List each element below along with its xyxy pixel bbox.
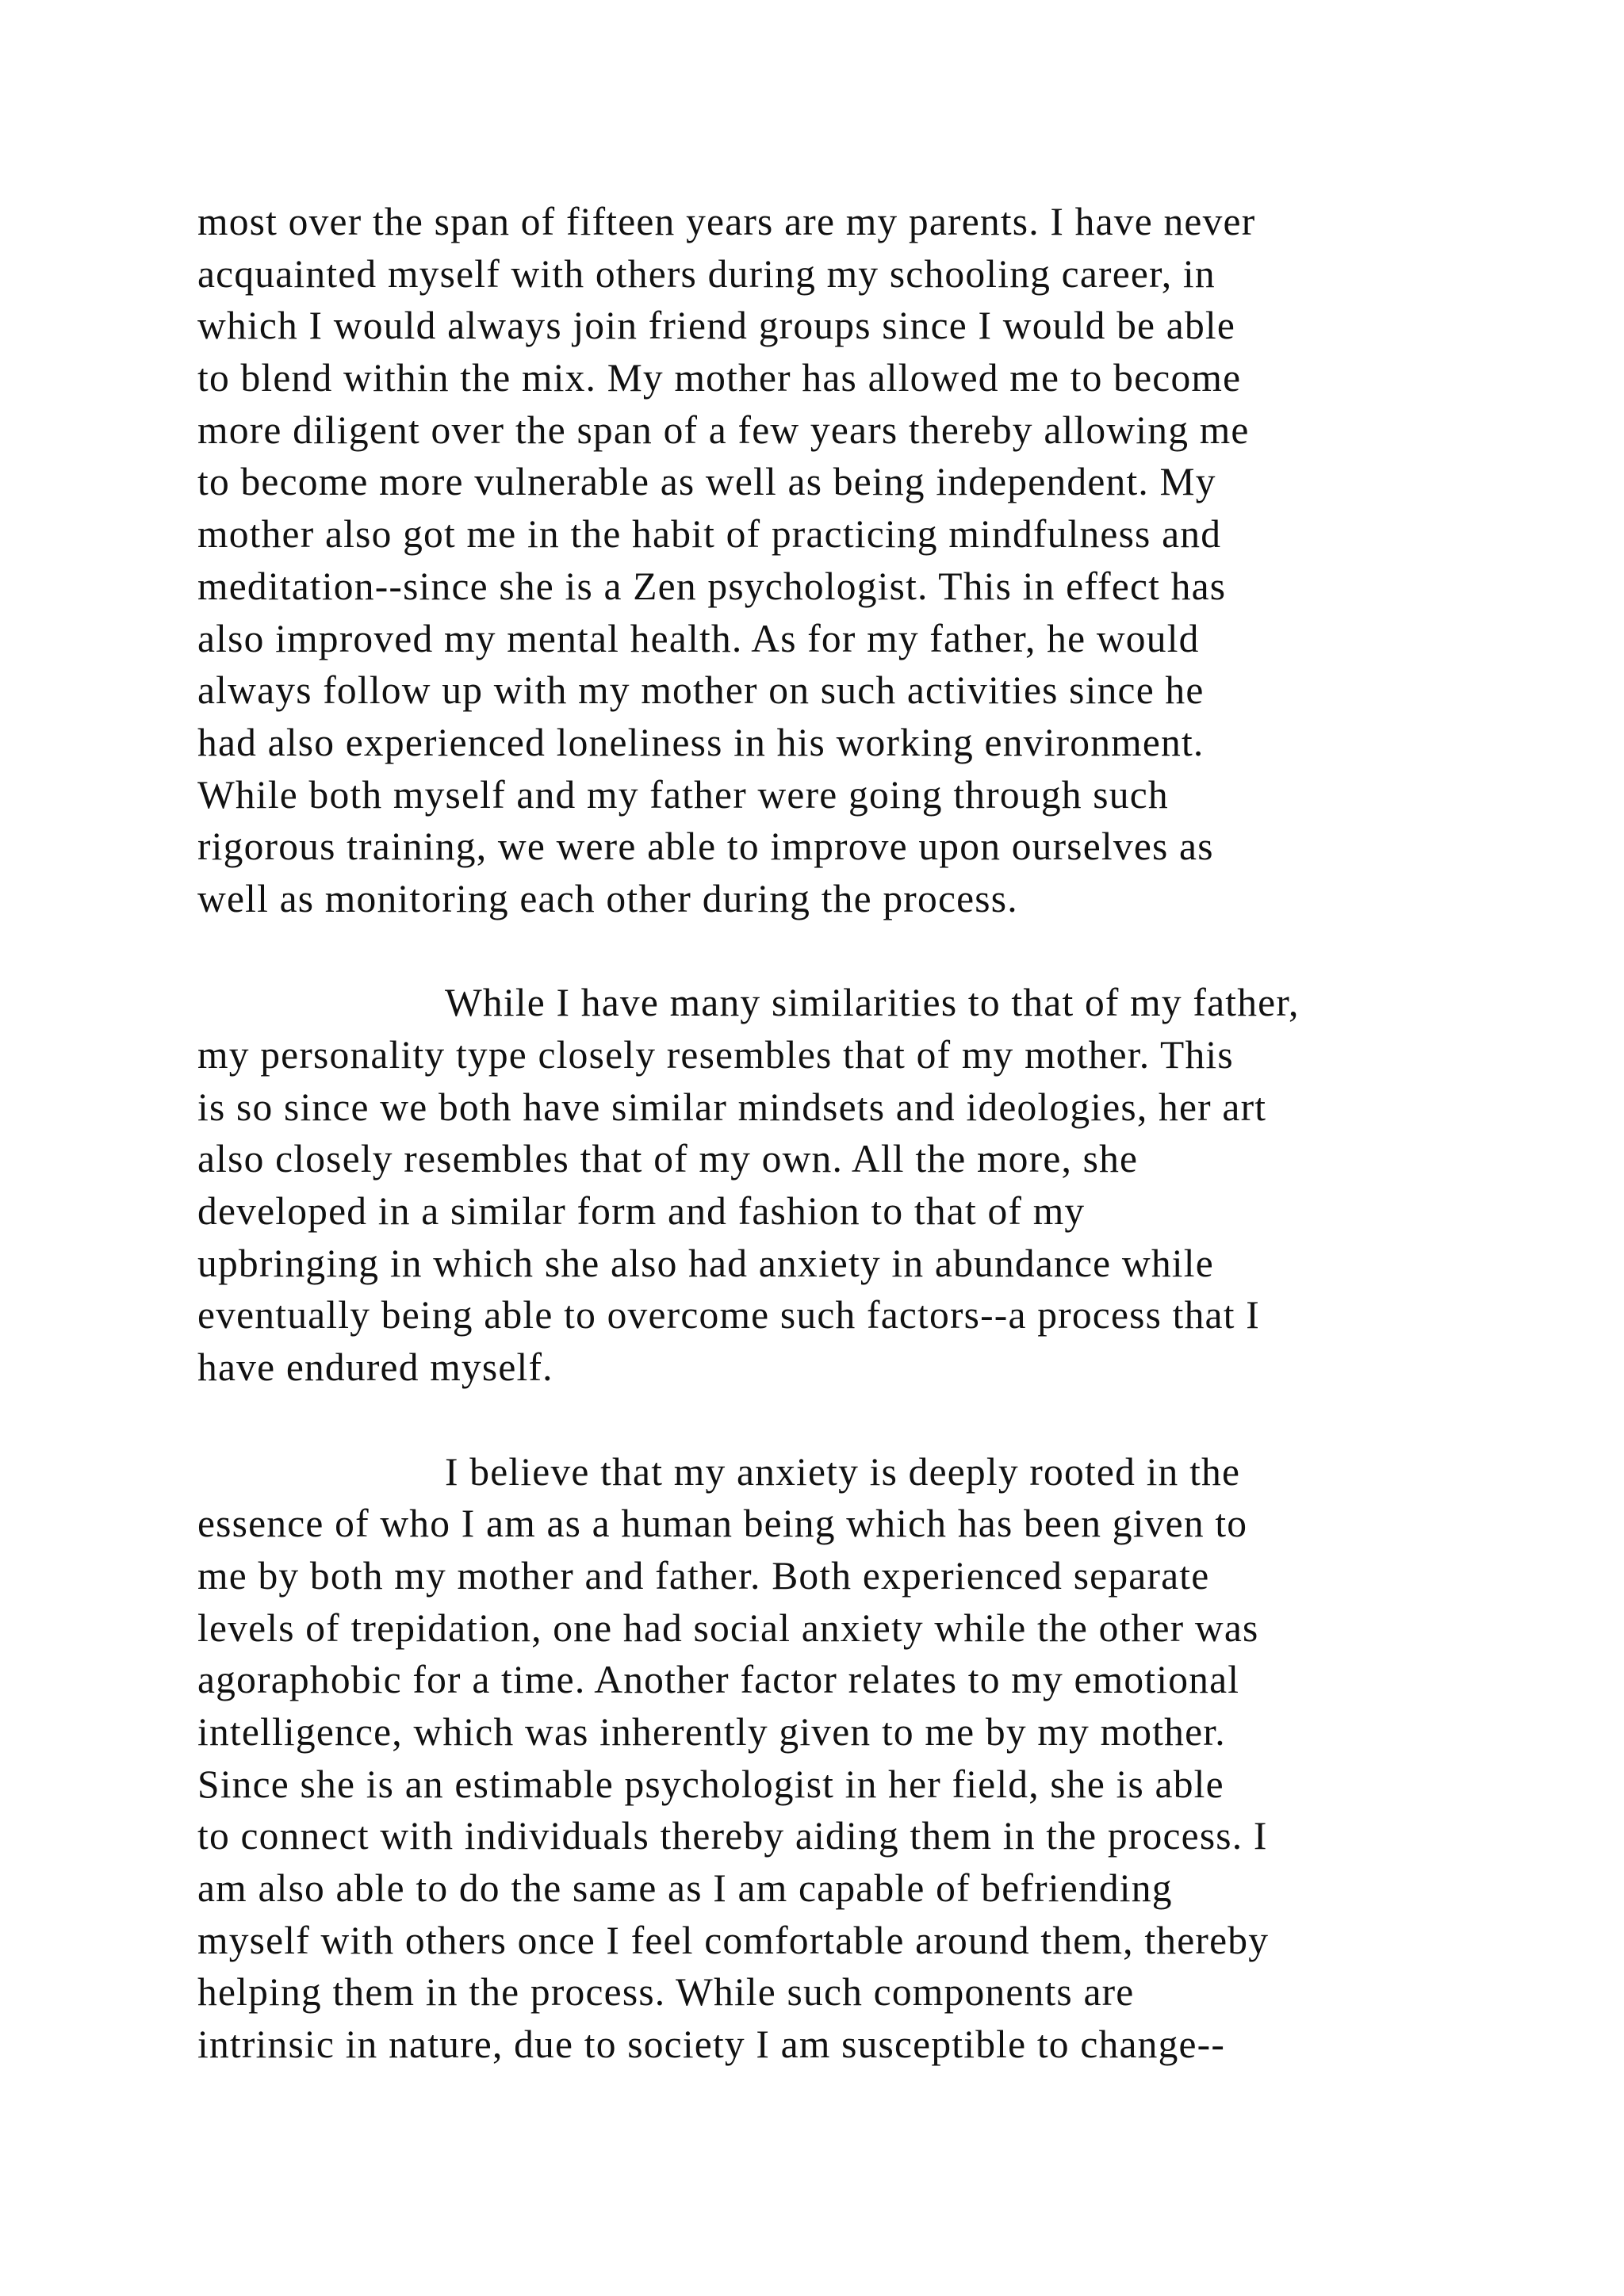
paragraph-line: essence of who I am as a human being which has been given to bbox=[197, 1502, 1248, 1546]
paragraph-line: well as monitoring each other during the process. bbox=[197, 876, 1018, 920]
paragraph-line-text: I believe that my anxiety is deeply rooted in the bbox=[445, 1449, 1241, 1494]
paragraph-line: rigorous training, we were able to improve upon ourselves as bbox=[197, 825, 1214, 869]
paragraph-line: also improved my mental health. As for my father, he would bbox=[197, 616, 1200, 660]
paragraph-line: meditation--since she is a Zen psychologist. This in effect has bbox=[197, 564, 1227, 608]
paragraph-2 bbox=[197, 977, 1466, 1394]
paragraph-line: levels of trepidation, one had social anxiety while the other was bbox=[197, 1605, 1259, 1650]
paragraph-line: have endured myself. bbox=[197, 1345, 553, 1390]
paragraph-line: While both myself and my father were going through such bbox=[197, 772, 1169, 817]
paragraph-line: upbringing in which she also had anxiety in abundance while bbox=[197, 1241, 1214, 1285]
paragraph-1 bbox=[197, 196, 1466, 925]
paragraph-line: to blend within the mix. My mother has allowed me to become bbox=[197, 356, 1242, 400]
paragraph-line: am also able to do the same as I am capable of befriending bbox=[197, 1866, 1173, 1910]
paragraph-line: acquainted myself with others during my schooling career, in bbox=[197, 251, 1216, 296]
paragraph-line: my personality type closely resembles that of my mother. This bbox=[197, 1033, 1234, 1077]
paragraph-line: intrinsic in nature, due to society I am susceptible to change-- bbox=[197, 2022, 1226, 2067]
paragraph-line: intelligence, which was inherently given to me by my mother. bbox=[197, 1709, 1226, 1754]
paragraph-line: helping them in the process. While such components are bbox=[197, 1970, 1135, 2015]
paragraph-line: is so since we both have similar mindsets and ideologies, her art bbox=[197, 1085, 1267, 1129]
paragraph-spacer bbox=[197, 925, 1466, 978]
paragraph-line: me by both my mother and father. Both experienced separate bbox=[197, 1553, 1210, 1598]
paragraph-line: mother also got me in the habit of practicing mindfulness and bbox=[197, 512, 1222, 557]
paragraph-line-text: While I have many similarities to that of my father, bbox=[445, 981, 1300, 1025]
paragraph-line: myself with others once I feel comfortable around them, thereby bbox=[197, 1918, 1270, 1962]
paragraph-line: developed in a similar form and fashion to that of my bbox=[197, 1189, 1086, 1234]
paragraph-3 bbox=[197, 1446, 1466, 2071]
paragraph-line: also closely resembles that of my own. All the more, she bbox=[197, 1137, 1139, 1181]
paragraph-line: Since she is an estimable psychologist in her field, she is able bbox=[197, 1762, 1224, 1806]
paragraph-line: most over the span of fifteen years are my parents. I have never bbox=[197, 200, 1256, 243]
paragraph-line: eventually being able to overcome such factors--a process that I bbox=[197, 1293, 1260, 1337]
paragraph-line: more diligent over the span of a few years thereby allowing me bbox=[197, 408, 1250, 452]
paragraph-first-line bbox=[197, 977, 1466, 1029]
paragraph-line: to connect with individuals thereby aiding them in the process. I bbox=[197, 1814, 1268, 1858]
paragraph-line: which I would always join friend groups since I would be able bbox=[197, 304, 1236, 348]
body-text bbox=[197, 196, 1466, 2071]
paragraph-line: had also experienced loneliness in his working environment. bbox=[197, 720, 1205, 764]
paragraph-spacer bbox=[197, 1394, 1466, 1446]
paragraph-line: agoraphobic for a time. Another factor relates to my emotional bbox=[197, 1658, 1240, 1702]
paragraph-line: to become more vulnerable as well as being independent. My bbox=[197, 460, 1216, 504]
paragraph-first-line bbox=[197, 1446, 1466, 1498]
paragraph-line: always follow up with my mother on such activities since he bbox=[197, 668, 1205, 713]
